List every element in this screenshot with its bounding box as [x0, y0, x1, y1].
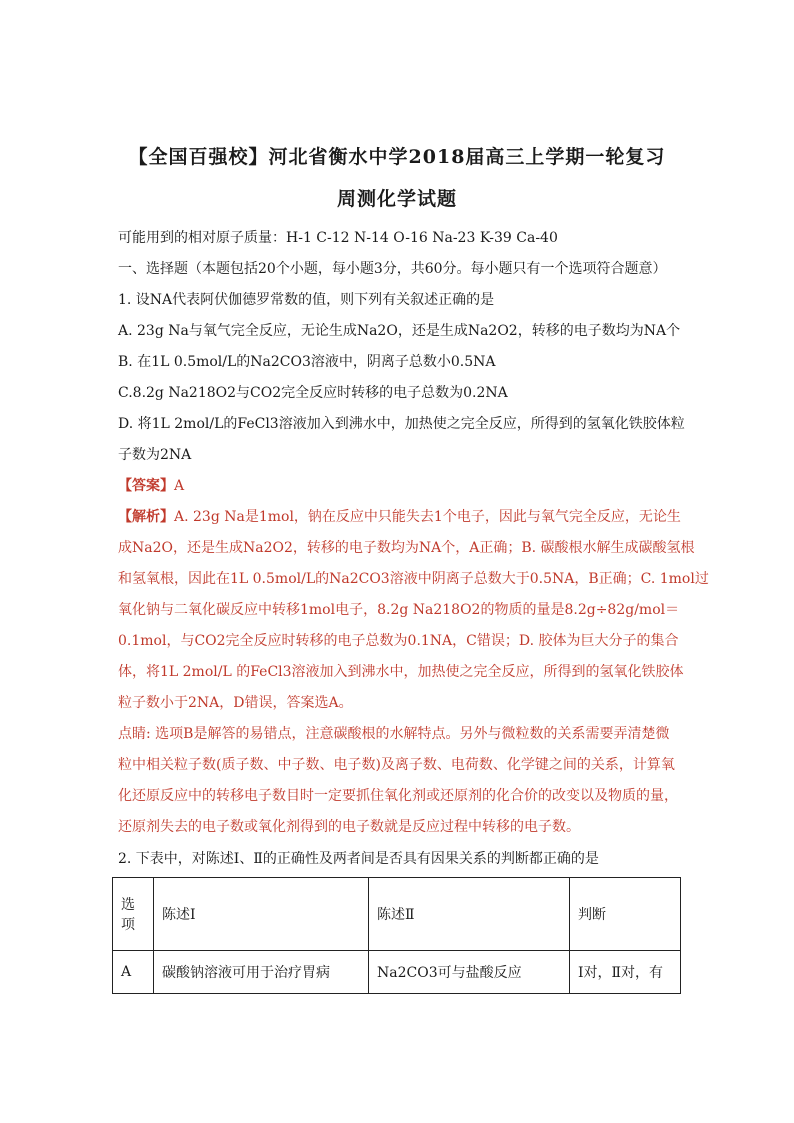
table-header-cell: 判断 [570, 878, 681, 951]
q1-analysis-line5: 0.1mol，与CO2完全反应时转移的电子总数为0.1NA，C错误；D. 胶体为巨大分子的集合 [118, 633, 679, 649]
table-header-cell: 陈述Ⅰ [154, 878, 369, 951]
table-row [113, 951, 681, 994]
table-cell: Ⅰ对，Ⅱ对，有 [570, 951, 681, 994]
q1-tip-line2: 粒中相关粒子数(质子数、中子数、电子数)及离子数、电荷数、化学键之间的关系，计算氧 [118, 757, 675, 773]
q1-tip-line4: 还原剂失去的电子数或氧化剂得到的电子数就是反应过程中转移的电子数。 [118, 819, 580, 835]
table-header-row [113, 878, 681, 951]
answer-value: A [174, 478, 185, 494]
q1-answer [118, 476, 688, 496]
q1-option-a: A. 23g Na与氧气完全反应，无论生成Na2O，还是生成Na2O2，转移的电子数均为NA个 [118, 323, 681, 339]
q1-option-b: B. 在1L 0.5mol/L的Na2CO3溶液中，阴离子总数小0.5NA [118, 354, 496, 370]
page-title-line2: 周测化学试题 [336, 188, 457, 210]
q1-analysis-line4: 氧化钠与二氧化碳反应中转移1mol电子，8.2g Na218O2的物质的量是8.2g÷82g/mol＝ [118, 602, 680, 618]
q2-stem: 2. 下表中，对陈述Ⅰ、Ⅱ的正确性及两者间是否具有因果关系的判断都正确的是 [118, 851, 599, 867]
table-cell: Na2CO3可与盐酸反应 [369, 951, 570, 994]
q1-stem: 1. 设NA代表阿伏伽德罗常数的值，则下列有关叙述正确的是 [118, 292, 495, 308]
q1-analysis-line1 [118, 507, 688, 527]
q1-analysis-line7: 粒子数小于2NA，D错误，答案选A。 [118, 695, 353, 711]
analysis-label: 【解析】 [118, 509, 174, 525]
page-title-line1: 【全国百强校】河北省衡水中学2018届高三上学期一轮复习 [128, 146, 666, 168]
answer-label: 【答案】 [118, 478, 174, 494]
q1-tip-line3: 化还原反应中的转移电子数目时一定要抓住氧化剂或还原剂的化合价的改变以及物质的量， [118, 788, 678, 804]
q1-option-d-line2: 子数为2NA [118, 447, 192, 463]
q1-option-c: C.8.2g Na218O2与CO2完全反应时转移的电子总数为0.2NA [118, 385, 508, 401]
q1-analysis-line2: 成Na2O，还是生成Na2O2，转移的电子数均为NA个，A正确；B. 碳酸根水解生成碳酸氢根 [118, 540, 695, 556]
table-header-cell: 陈述Ⅱ [369, 878, 570, 951]
q2-table [112, 877, 681, 994]
section-heading: 一、选择题（本题包括20个小题，每小题3分，共60分。每小题只有一个选项符合题意） [118, 261, 667, 277]
analysis-text-line1: A. 23g Na是1mol，钠在反应中只能失去1个电子，因此与氧气完全反应，无论生 [174, 509, 681, 525]
atomic-masses: 可能用到的相对原子质量：H-1 C-12 N-14 O-16 Na-23 K-39 Ca-40 [118, 230, 558, 246]
q1-option-d-line1: D. 将1L 2mol/L的FeCl3溶液加入到沸水中，加热使之完全反应，所得到的氢氧化铁胶体粒 [118, 416, 685, 432]
table-cell: 碳酸钠溶液可用于治疗胃病 [154, 951, 369, 994]
q1-analysis-line3: 和氢氧根，因此在1L 0.5mol/L的Na2CO3溶液中阴离子总数大于0.5NA，B正确；C. 1mol过 [118, 571, 709, 587]
q1-analysis-line6: 体，将1L 2mol/L 的FeCl3溶液加入到沸水中，加热使之完全反应，所得到的氢氧化铁胶体 [118, 664, 684, 680]
q1-tip-line1: 点睛: 选项B是解答的易错点，注意碳酸根的水解特点。另外与微粒数的关系需要弄清楚微 [118, 726, 670, 742]
table-header-cell: 选项 [113, 878, 154, 951]
table-cell: A [113, 951, 154, 994]
